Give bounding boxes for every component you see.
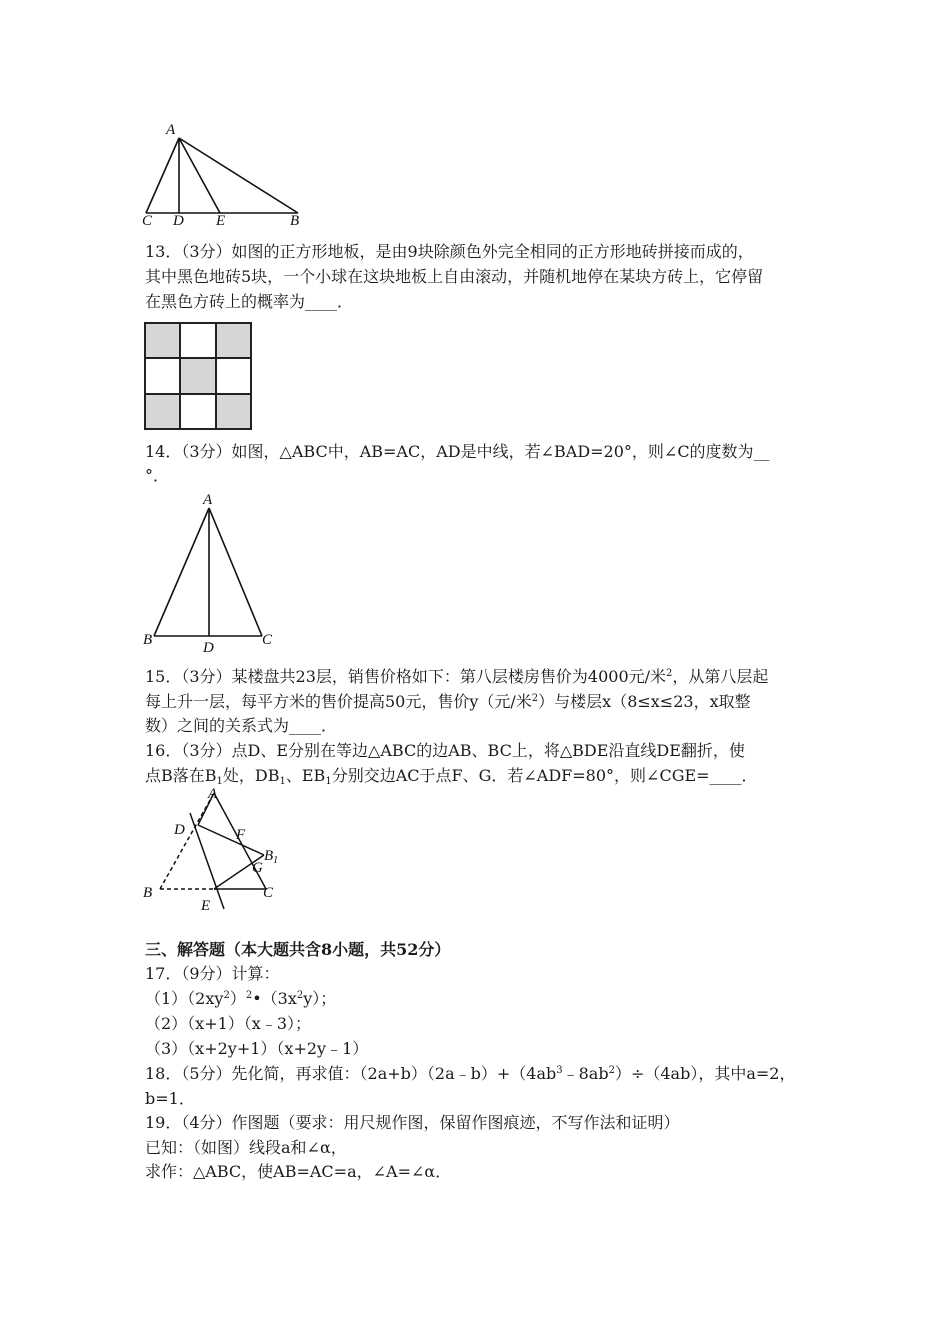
q14-line2: °． [145,466,170,485]
q15-line2 [145,690,751,714]
light-tile [180,323,215,358]
label-C-top: C [142,213,153,229]
q16-sub-3: 1 [325,776,332,787]
q15-line3: 数）之间的关系式为____． [145,716,338,735]
q15-line1-sup: 2 [666,668,673,679]
q16-sub-2: 1 [279,776,286,787]
label-G-q16: G [252,860,263,876]
q13-line2: 其中黑色地砖5块，一个小球在这块地板上自由滚动，并随机地停在某块方砖上，它停留 [145,267,764,286]
q15-line2-text: 每上升一层，每平方米的售价提高50元，售价y（元/米 [145,692,532,711]
label-A-q16: A [208,786,218,802]
label-B1-subscript: 1 [273,855,279,866]
label-B-q16: B [143,885,153,901]
label-E-top: E [216,213,226,229]
label-F-q16: F [236,827,246,843]
q17-part1-a: （1）（2xy [145,989,224,1008]
dark-tile [145,394,180,429]
q18-line1-a: 18．（5分）先化简，再求值：（2a+b）（2a﹣b）+（4ab [145,1064,557,1083]
q17-part1-b: ） [229,989,246,1008]
label-A-top: A [166,122,176,138]
q17-line1: 17．（9分）计算： [145,964,280,983]
q18-line1-c: ）÷（4ab），其中a=2， [614,1064,796,1083]
q19-line3: 求作：△ABC，使AB=AC=a，∠A=∠α． [145,1162,452,1181]
q16-line2-text-a: 点B落在B [145,766,217,785]
dark-tile [145,323,180,358]
label-C-q14: C [262,632,273,648]
dark-tile [216,394,251,429]
q18-line1 [145,1062,795,1086]
q13-line3: 在黑色方砖上的概率为____． [145,292,354,311]
q16-line2-text-d: 分别交边AC于点F、G．若∠ADF=80°，则∠CGE=____． [331,766,758,785]
q16-sub-1: 1 [216,776,223,787]
label-B1-letter: B [264,848,274,864]
q16-line2-text-c: 、EB [285,766,326,785]
q15-line2-sup: 2 [531,693,539,704]
q17-part3: （3）（x+2y+1）（x+2y﹣1） [145,1039,369,1058]
q15-line1 [145,665,768,689]
light-tile [216,358,251,393]
q15-line1-text: 15．（3分）某楼盘共23层，销售价格如下：第八层楼房售价为4000元/米 [145,667,667,686]
section-3-title: 三、解答题（本大题共含8小题，共52分） [145,940,451,959]
q18-line1-b: ﹣8ab [562,1064,609,1083]
q18-line2: b=1． [145,1089,195,1108]
tile-floor-grid [144,322,252,430]
q17-part1-sup2: 2 [245,990,253,1001]
q17-part1-sup1: 2 [223,990,230,1001]
label-B1-q16 [264,848,278,865]
label-D-q16: D [174,822,185,838]
q17-part1-sup3: 2 [296,990,304,1001]
label-D-q14: D [203,640,214,656]
q19-line2: 已知：（如图）线段a和∠α， [145,1138,347,1157]
label-D-top: D [173,213,184,229]
q16-line2-text-b: 处，DB [222,766,280,785]
dark-tile [180,358,215,393]
label-A-q14: A [203,492,213,508]
q14-line1: 14．（3分）如图，△ABC中，AB=AC，AD是中线，若∠BAD=20°，则∠C的度数为__ [145,442,770,461]
dark-tile [216,323,251,358]
label-B-q14: B [143,632,153,648]
q19-line1: 19．（4分）作图题（要求：用尺规作图，保留作图痕迹，不写作法和证明） [145,1113,680,1132]
q17-part2: （2）（x+1）（x﹣3）； [145,1014,311,1033]
q17-part1-d: y）； [303,989,337,1008]
q17-part1 [145,987,336,1011]
q16-line1: 16．（3分）点D、E分别在等边△ABC的边AB、BC上，将△BDE沿直线DE翻折，使 [145,741,745,760]
q15-line2-text-end: ）与楼层x（8≤x≤23，x取整 [538,692,751,711]
q15-line1-text-end: ，从第八层起 [672,667,769,686]
q18-sup1: 3 [556,1065,563,1076]
light-tile [145,358,180,393]
label-C-q16: C [263,885,274,901]
label-E-q16: E [201,898,211,914]
light-tile [180,394,215,429]
label-B-top: B [290,213,300,229]
q18-sup2: 2 [608,1065,615,1076]
q17-part1-c: •（3x [252,989,297,1008]
q13-line1: 13．（3分）如图的正方形地板，是由9块除颜色外完全相同的正方形地砖拼接而成的， [145,242,754,261]
